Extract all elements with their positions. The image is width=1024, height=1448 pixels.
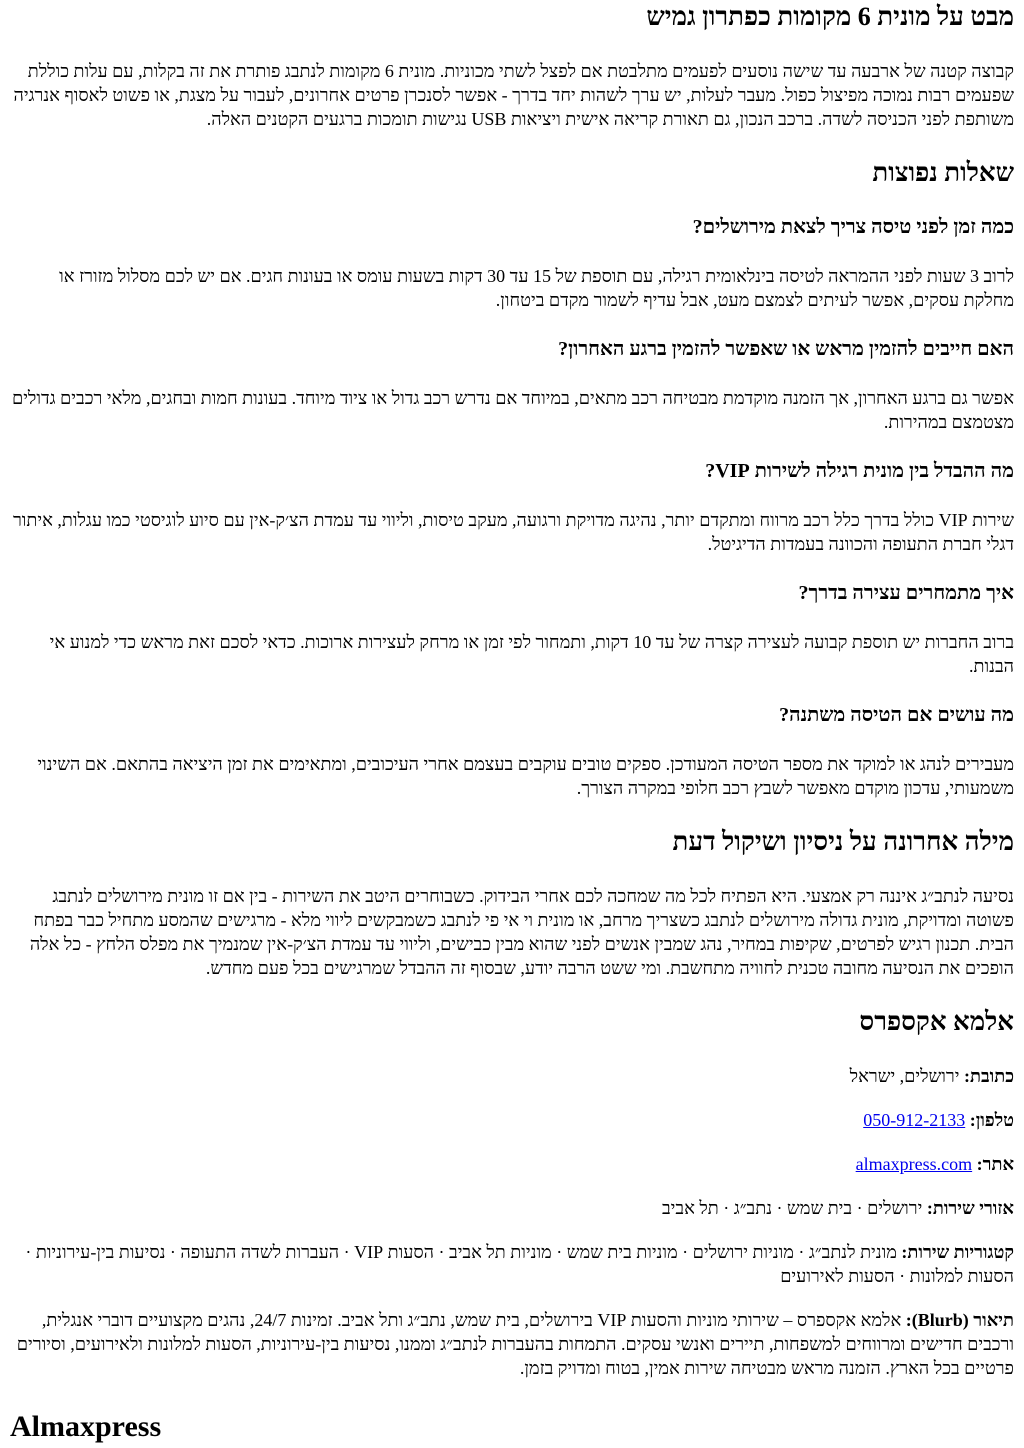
areas-value: ירושלים · בית שמש · נתב״ג · תל אביב (662, 1198, 923, 1218)
areas-row (10, 1196, 1014, 1220)
faq-answer: אפשר גם ברגע האחרון, אך הזמנה מוקדמת מבטיחה רכב מתאים, במיוחד אם נדרש רכב גדול או ציוד מיוחד. בעונות חמות ובחגים, מלאי רכבים גדולים מצטמצם במהירות. (11, 388, 1014, 432)
site-label: אתר: (976, 1154, 1014, 1174)
phone-row (10, 1108, 1014, 1132)
blurb-value: אלמא אקספרס – שירותי מוניות והסעות VIP בירושלים, בית שמש, נתב״ג ותל אביב. זמינות 24/7, נהגים מקצועיים דוברי אנגלית, ורכבים חדישים ומרווחים למשפחות, תיירים ואנשי עסקים. התמחות בהעברות לנתב״ג וממנו, נסיעות בין-עירוניות, הסעות למלונות ולאירועים, וסיורים פרטיים בכל הארץ. הזמנה מראש מבטיחה שירות אמין, בטוח ומדויק בזמן. (16, 1310, 1014, 1378)
faq-list (10, 215, 1014, 800)
faq-answer: לרוב 3 שעות לפני ההמראה לטיסה בינלאומית רגילה, עם תוספת של 15 עד 30 דקות בשעות עומס או בעונות חגים. אם יש לכם מסלול מזורז או מחלקת עסקים, אפשר לעיתים לצמצם מעט, אבל עדיף לשמור מקדם ביטחון. (59, 266, 1014, 310)
faq-question: האם חייבים להזמין מראש או שאפשר להזמין ברגע האחרון? (558, 338, 1014, 360)
faq-answer: מעבירים לנהג או למוקד את מספר הטיסה המעודכן. ספקים טובים עוקבים בעצמם אחרי העיכובים, ומתאימים את זמן היציאה בהתאם. אם השינוי משמעותי, עדכון מוקדם מאפשר לשבץ רכב חלופי במקרה הצורך. (37, 754, 1014, 798)
closing-text: נסיעה לנתב״ג איננה רק אמצעי. היא הפתיח לכל מה שמחכה לכם אחרי הבידוק. כשבוחרים היטב את השירות - בין אם זו מונית מירושלים לנתבג פשוטה ומדויקת, מונית גדולה מירושלים לנתבג כשצריך מרחב, או מונית וי אי פי לנתבג כשמבקשים ליווי מלא - מרגישים שהמסע מתחיל כבר בפתח הבית. תכנון רגיש לפרטים, שקיפות במחיר, נהג שמבין אנשים לפני שהוא מבין כבישים, וליווי עד עמדת הצ׳ק-אין שמנמיך את מפלס הלחץ - כל אלה הופכים את הנסיעה מחובה טכנית לחוויה מתחשבת. ומי ששט הרבה יודע, שבסוף זה ההבדל שמרגישים בכל פעם מחדש. (29, 886, 1014, 978)
phone-link[interactable]: 050-912-2133 (863, 1110, 966, 1130)
categories-row (10, 1240, 1014, 1288)
site-row (10, 1152, 1014, 1176)
site-link[interactable]: almaxpress.com (855, 1154, 973, 1174)
article-intro: קבוצה קטנה של ארבעה עד שישה נוסעים לפעמים מתלבטת אם לפצל לשתי מכוניות. מונית 6 מקומות לנתבג פותרת את זה בקלות, עם עלות כוללת שפעמים רבות נמוכה מפיצול כפול. מעבר לעלות, יש ערך לשהות יחד בדרך - אפשר לסנכרן פרטים אחרונים, לעבור על מצגת, או פשוט לאסוף אנרגיה משותפת לפני הכניסה לשדה. ברכב הנכון, גם תאורת קריאה אישית ויציאות USB נגישות תומכות ברגעים הקטנים האלה. (13, 61, 1014, 129)
areas-label: אזורי שירות: (926, 1198, 1014, 1218)
faq-answer: ברוב החברות יש תוספת קבועה לעצירה קצרה של עד 10 דקות, ותמחור לפי זמן או מרחק לעצירות ארוכות. כדאי לסכם זאת מראש כדי למנוע אי הבנות. (49, 632, 1014, 676)
blurb-row (10, 1308, 1014, 1380)
blurb-label: תיאור (Blurb): (905, 1310, 1014, 1330)
faq-question: מה ההבדל בין מונית רגילה לשירות VIP? (705, 460, 1014, 482)
business-details (10, 1064, 1014, 1380)
faq-question: כמה זמן לפני טיסה צריך לצאת מירושלים? (692, 216, 1014, 238)
address-row (10, 1064, 1014, 1088)
brand-name: Almaxpress (10, 1410, 162, 1443)
faq-question: איך מתמחרים עצירה בדרך? (798, 582, 1014, 604)
address-value: ירושלים, ישראל (849, 1066, 960, 1086)
address-label: כתובת: (963, 1066, 1014, 1086)
phone-label: טלפון: (969, 1110, 1014, 1130)
faq-question: מה עושים אם הטיסה משתנה? (779, 704, 1014, 726)
faq-answer: שירות VIP כולל בדרך כלל רכב מרווח ומתקדם יותר, נהיגה מדויקת ורגועה, מעקב טיסות, וליווי עד עמדת הצ׳ק-אין עם סיוע לוגיסטי כמו עגלות, איתור דגלי חברת התעופה והכוונה בעמדות הדיגיטל. (12, 510, 1014, 554)
faq-title: שאלות נפוצות (872, 158, 1014, 187)
closing-title: מילה אחרונה על ניסיון ושיקול דעת (672, 827, 1014, 856)
categories-label: קטגוריות שירות: (901, 1242, 1014, 1262)
article-title: מבט על מונית 6 מקומות כפתרון גמיש (646, 2, 1014, 31)
business-title: אלמא אקספרס (859, 1007, 1014, 1036)
categories-value: מונית לנתב״ג · מוניות ירושלים · מוניות בית שמש · מוניות תל אביב · הסעות VIP · העברות לשדה התעופה · נסיעות בין-עירוניות · הסעות למלונות · הסעות לאירועים (25, 1242, 1014, 1286)
